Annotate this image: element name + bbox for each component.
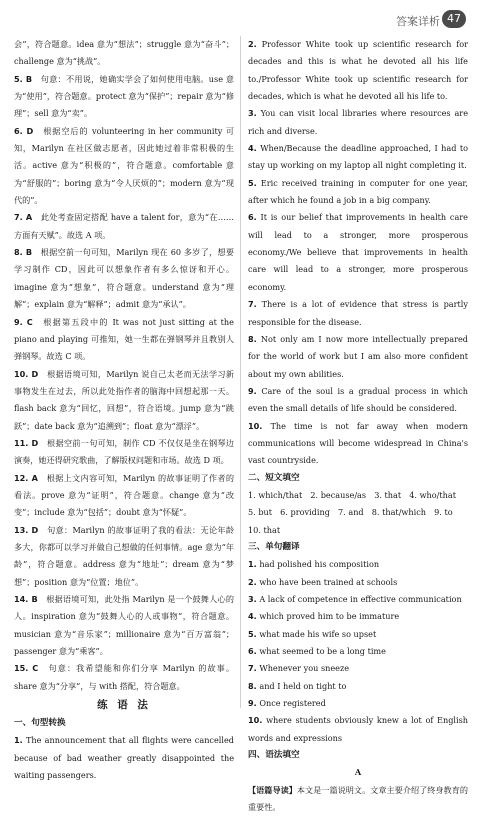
answer-item: 7. A 此处考查固定搭配 have a talent for，意为“在……方面有天赋”。故选 A 项。 bbox=[14, 212, 234, 240]
section-heading-grammar-fill: 四、语法填空 bbox=[248, 750, 300, 761]
right-column bbox=[248, 36, 468, 816]
column-divider bbox=[240, 36, 241, 708]
section-heading-passage-fill: 二、短文填空 bbox=[248, 472, 300, 483]
answer-line: 10. that bbox=[248, 524, 281, 535]
passage-label: A bbox=[354, 767, 362, 778]
translation-item: 3. A lack of competence in effective communication bbox=[248, 594, 462, 604]
translation-item: 7. Whenever you sneeze bbox=[248, 663, 350, 674]
exercise-item: 6. It is our belief that improvements in health care will lead to a stronger, more prosperous economy./We believe that improvements in health care will lead to a stronger, more prosperous economy. bbox=[248, 212, 468, 292]
answer-item: 12. A 根据上文内容可知，Marilyn 的故事证明了作者的看法。prove 意为“证明”，符合题意。change 意为“改变”；include 意为“包括”；doubt 意为“怀疑”。 bbox=[14, 472, 234, 518]
translation-item: 9. Once registered bbox=[248, 698, 326, 709]
exercise-item: 8. Not only am I now more intellectually prepared for the world of work but I am also more confident about my own abilities. bbox=[248, 333, 468, 379]
answer-item: 8. B 根据空前一句可知，Marilyn 现在 60 多岁了，想要学习制作 CD，因此可以想象作者有多么惊讶和开心。imagine 意为“想象”，符合题意。understand 意为“理解”；explain 意为“解释”；admit 意为“承认”。 bbox=[14, 247, 234, 310]
translation-item: 8. and I held on tight to bbox=[248, 680, 347, 691]
practice-section-title: 练 语 法 bbox=[97, 699, 151, 712]
exercise-item: 4. When/Because the deadline approached, I had to stay up working on my laptop all night completing it. bbox=[248, 143, 468, 171]
answer-item: 9. C 根据第五段中的 It was not just sitting at the piano and playing 可推知，她一生都在弹钢琴并且教别人弹钢琴。故选 C 项。 bbox=[14, 316, 234, 362]
translation-item: 6. what seemed to be a long time bbox=[248, 646, 386, 657]
section-heading-translation: 三、单句翻译 bbox=[248, 541, 300, 552]
page-number: 47 bbox=[442, 10, 466, 28]
exercise-item: 3. You can visit local libraries where resources are rich and diverse. bbox=[248, 108, 468, 136]
exercise-item: 9. Care of the soul is a gradual process in which even the small details of life should be considered. bbox=[248, 385, 468, 414]
translation-item: 10. where students obviously knew a lot of English words and expressions bbox=[248, 715, 468, 743]
answer-item: 14. B 根据语境可知，此处指 Marilyn 是一个鼓舞人心的人。inspiration 意为“鼓舞人心的人或事物”，符合题意。musician 意为“音乐家”；millionaire 意为“百万富翁”；passenger 意为“乘客”。 bbox=[14, 594, 234, 657]
answer-item: 15. C 句意：我希望能和你们分享 Marilyn 的故事。share 意为“分享”，与 with 搭配，符合题意。 bbox=[14, 663, 235, 691]
exercise-item: 1. The announcement that all flights were cancelled because of bad weather greatly disappointed the waiting passengers. bbox=[14, 735, 234, 781]
answer-item: 11. D 根据空前一句可知，制作 CD 不仅仅是坐在钢琴边演奏，她还得研究歌曲，了解版权问题和市场。故选 D 项。 bbox=[14, 437, 234, 466]
answer-item: 13. D 句意：Marilyn 的故事证明了我的看法：无论年龄多大，你都可以学习并做自己想做的任何事情。age 意为“年龄”，符合题意。address 意为“地址”；dream 意为“梦想”；position 意为“位置；地位”。 bbox=[14, 524, 234, 587]
translation-item: 5. what made his wife so upset bbox=[248, 628, 377, 639]
exercise-item: 10. The time is not far away when modern communications will become widespread in China's vast countryside. bbox=[248, 420, 468, 466]
section-heading-sentence-transform: 一、句型转换 bbox=[14, 718, 66, 729]
answer-item: 6. D 根据空后的 volunteering in her community 可知，Marilyn 在社区做志愿者，因此她过着非常积极的生活。active 意为“积极的”，符合题意。comfortable 意为“舒服的”；boring 意为“令人厌烦的”；modern 意为“现代的”。 bbox=[14, 125, 234, 206]
translation-item: 2. who have been trained at schools bbox=[248, 576, 398, 587]
guide-tag: 【语篇导读】 bbox=[248, 784, 297, 795]
running-title: 答案详析 bbox=[396, 15, 440, 28]
exercise-item: 5. Eric received training in computer for one year, after which he found a job in a big company. bbox=[248, 177, 468, 206]
exercise-item: 7. There is a lot of evidence that stress is partly responsible for the disease. bbox=[248, 299, 468, 327]
answer-item: 10. D 根据语境可知，Marilyn 说自己太老而无法学习新事物发生在过去，所以此处指作者的脑海中回想起那一天。flash back 意为“回忆，回想”，符合语境。jump 意为“跳跃”；date back 意为“追溯到”；float 意为“漂浮”。 bbox=[14, 368, 234, 431]
left-column bbox=[14, 36, 234, 784]
answer-line: 1. which/that 2. because/as 3. that 4. who/that bbox=[248, 489, 457, 500]
translation-item: 1. had polished his composition bbox=[248, 559, 380, 570]
answer-item: 5. B 句意：不用说，她确实学会了如何使用电脑。use 意为“使用”，符合题意。protect 意为“保护”；repair 意为“修理”；sell 意为“卖”。 bbox=[14, 73, 234, 119]
answer-line: 5. but 6. providing 7. and 8. that/which 9. to bbox=[248, 507, 453, 518]
page-header bbox=[0, 0, 480, 36]
passage-guide: 【语篇导读】本文是一篇说明文。文章主要介绍了终身教育的重要性。 bbox=[248, 784, 468, 813]
answer-item: 会”，符合题意。idea 意为“想法”；struggle 意为“奋斗”；challenge 意为“挑战”。 bbox=[14, 39, 234, 67]
translation-item: 4. which proved him to be immature bbox=[248, 611, 400, 622]
exercise-item: 2. Professor White took up scientific research for decades and this is what he devoted all his life to./Professor White took up scientific research for decades, which is what he devoted all his life to. bbox=[248, 39, 468, 102]
